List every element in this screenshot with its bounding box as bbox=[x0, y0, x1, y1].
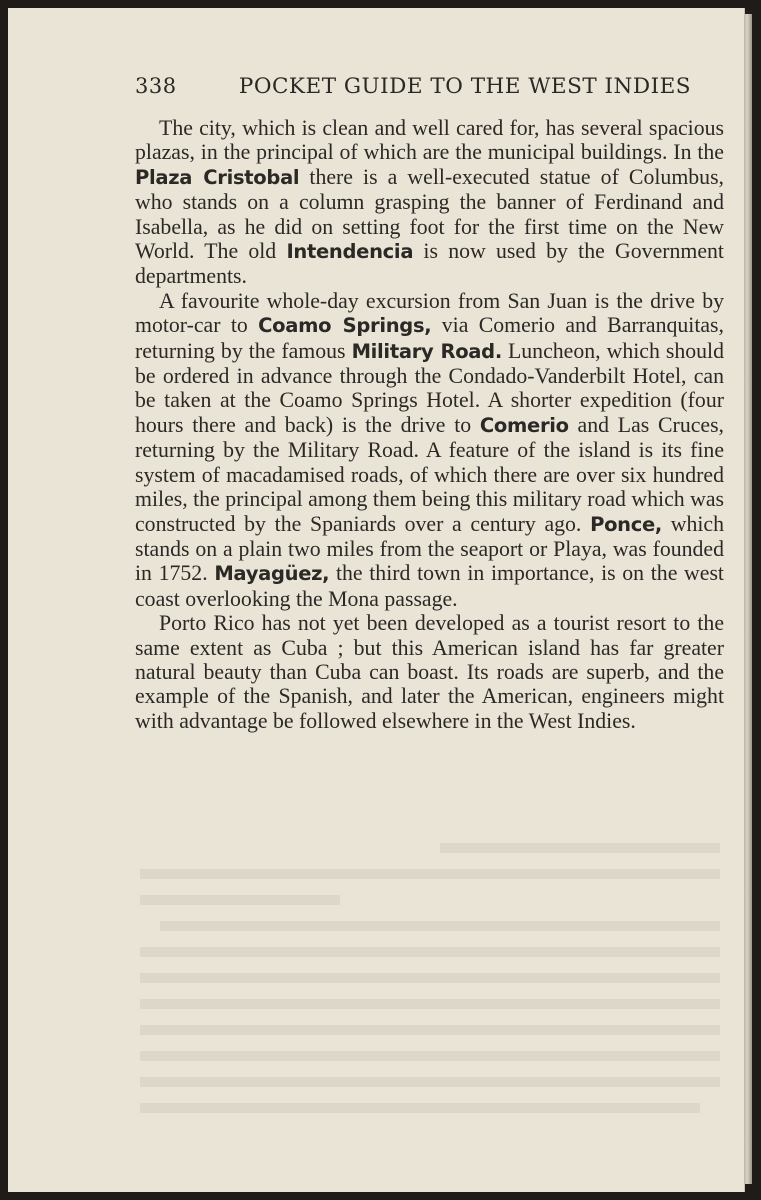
text-run: Luncheon, which should be ordered in advance through the Condado-Vanderbilt Hotel, can be taken at the Coamo Springs Hotel. A shorter expedition (four hours there and back) is the drive to bbox=[135, 338, 724, 437]
text-run: A favourite whole-day excursion from San Juan is the drive by motor-car to bbox=[135, 288, 724, 338]
bold-place-name: Ponce, bbox=[590, 512, 663, 536]
bold-place-name: Mayagüez, bbox=[214, 562, 330, 586]
running-header bbox=[135, 74, 691, 99]
paragraph bbox=[135, 611, 724, 733]
page-edge bbox=[744, 14, 752, 1184]
bold-place-name: Plaza Cristobal bbox=[135, 165, 300, 189]
bold-place-name: Intendencia bbox=[286, 240, 414, 264]
text-run: the third town in importance, is on the west coast overlooking the Mona passage. bbox=[135, 561, 724, 611]
page-number: 338 bbox=[135, 74, 177, 98]
text-run: Porto Rico has not yet been developed as a tourist resort to the same extent as Cuba ; but this American island has far greater natural beauty than Cuba can boast. Its roads are superb, and the example of the Spanish, and later the American, engineers might with advantage be followed elsewhere in the West Indies. bbox=[135, 611, 724, 733]
text-run: The city, which is clean and well cared for, has several spacious plazas, in the principal of which are the municipal buildings. In the bbox=[135, 116, 724, 165]
text-run: is now used by the Government departments. bbox=[135, 239, 724, 289]
text-run: there is a well-executed statue of Columbus, who stands on a column grasping the banner of Ferdinand and Isabella, as he did on setting foot for the first time on the New World. The old bbox=[135, 164, 724, 264]
paragraph bbox=[135, 116, 724, 289]
text-run: via Comerio and Barranquitas, returning by the famous bbox=[135, 313, 724, 363]
bold-place-name: Military Road. bbox=[351, 339, 502, 363]
paragraph bbox=[135, 289, 724, 611]
text-run: which stands on a plain two miles from the seaport or Playa, was founded in 1752. bbox=[135, 511, 725, 586]
text-run: and Las Cruces, returning by the Military Road. A feature of the island is its fine system of macadamised roads, of which there are over six hundred miles, the principal among them being this military road which was constructed by the Spaniards over a century ago. bbox=[135, 412, 724, 536]
bold-place-name: Comerio bbox=[479, 413, 569, 437]
bold-place-name: Coamo Springs, bbox=[258, 314, 432, 338]
running-title: POCKET GUIDE TO THE WEST INDIES bbox=[238, 74, 691, 99]
body-text bbox=[135, 116, 724, 733]
